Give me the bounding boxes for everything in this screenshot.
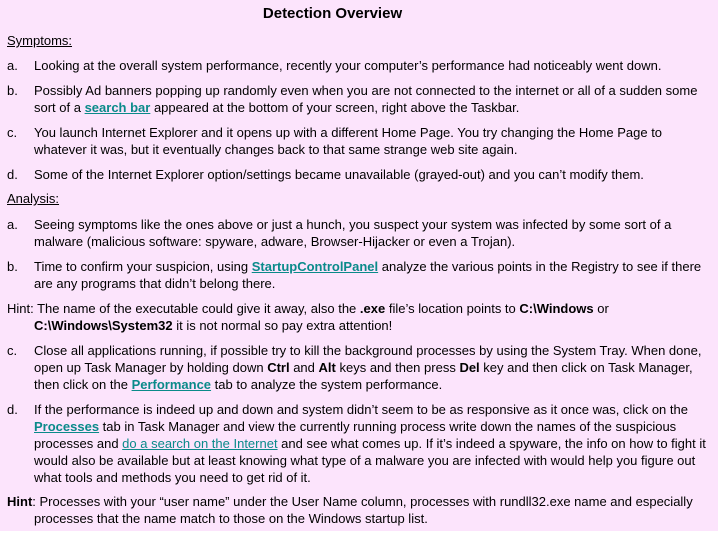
bold-text: C:\Windows [519,301,594,316]
text-run: keys and then press [335,360,460,375]
text-run: Close all applications running, if possible try to kill the background processes by using the System Tray. When done, open up Task Manager by holding down [34,343,702,375]
text-run: tab in Task Manager and view the currently running process write down the names of the suspicious processes and [34,419,677,451]
text-run: key and then click on Task Manager, then click on the [34,360,693,392]
bold-text: .exe [359,301,386,316]
text-run: analyze the various points in the Registry to see if there are any programs that didn’t belong there. [34,259,702,291]
performance-link[interactable]: Performance [131,377,212,392]
search-internet-link[interactable]: do a search on the Internet [122,436,278,451]
text-run: Hint: The name of the executable could give it away, also the [7,301,360,316]
list-label: c. [7,343,18,358]
text-run: and [289,360,319,375]
analysis-c-text [34,342,714,393]
symptom-d-text: Some of the Internet Explorer option/settings became unavailable (grayed-out) and you can’t modify them. [34,167,644,182]
hint-executable [7,300,715,334]
text-run: tab to analyze the system performance. [211,377,443,392]
text-run: or [593,301,609,316]
analysis-a-text: Seeing symptoms like the ones above or just a hunch, you suspect your system was infected by some sort of a malware (malicious software: spyware, adware, Browser-Hijacker or even a Trojan). [34,217,672,249]
list-label: a. [7,58,18,73]
bold-text: Ctrl [267,360,290,375]
text-run: Time to confirm your suspicion, using [34,259,252,274]
text-run: it is not normal so pay extra attention! [172,318,393,333]
startup-control-panel-link[interactable]: StartupControlPanel [251,259,379,274]
text-run: appeared at the bottom of your screen, right above the Taskbar. [150,100,520,115]
bold-text: Del [459,360,480,375]
list-label: b. [7,83,18,98]
analysis-b-text [34,258,714,292]
text-run: and see what comes up. If it’s indeed a spyware, the info on how to fight it would also be available but at least knowing what type of a malware you are infected with would help you figure out what tools and methods you need to get rid of it. [34,436,706,485]
analysis-d-text [34,401,714,486]
symptom-b-text [34,82,714,116]
symptom-c-text: You launch Internet Explorer and it opens up with a different Home Page. You try changing the Home Page to whatever it was, but it eventually changes back to that same strange web site again. [34,125,663,157]
text-run: : Processes with your “user name” under the User Name column, processes with rundll32.exe name and especially processes that the name match to those on the Windows startup list. [32,494,693,526]
list-label: b. [7,259,18,274]
list-label: d. [7,402,18,417]
list-label: c. [7,125,18,140]
list-label: a. [7,217,18,232]
bold-text: C:\Windows\System32 [34,318,173,333]
page-title: Detection Overview [262,5,403,22]
processes-link[interactable]: Processes [34,419,100,434]
symptom-a-text: Looking at the overall system performance, recently your computer’s performance had noticeably went down. [34,58,662,73]
search-bar-link[interactable]: search bar [84,100,151,115]
symptoms-heading: Symptoms: [7,33,73,48]
text-run: file’s location points to [385,301,520,316]
hint-processes [7,493,715,527]
bold-text: Hint [7,494,33,509]
bold-text: Alt [318,360,336,375]
text-run: If the performance is indeed up and down and system didn’t seem to be as responsive as it once was, click on the [34,402,688,417]
analysis-heading: Analysis: [7,191,60,206]
list-label: d. [7,167,18,182]
text-run: Possibly Ad banners popping up randomly even when you are not connected to the internet or all of a sudden some sort of a [34,83,698,115]
